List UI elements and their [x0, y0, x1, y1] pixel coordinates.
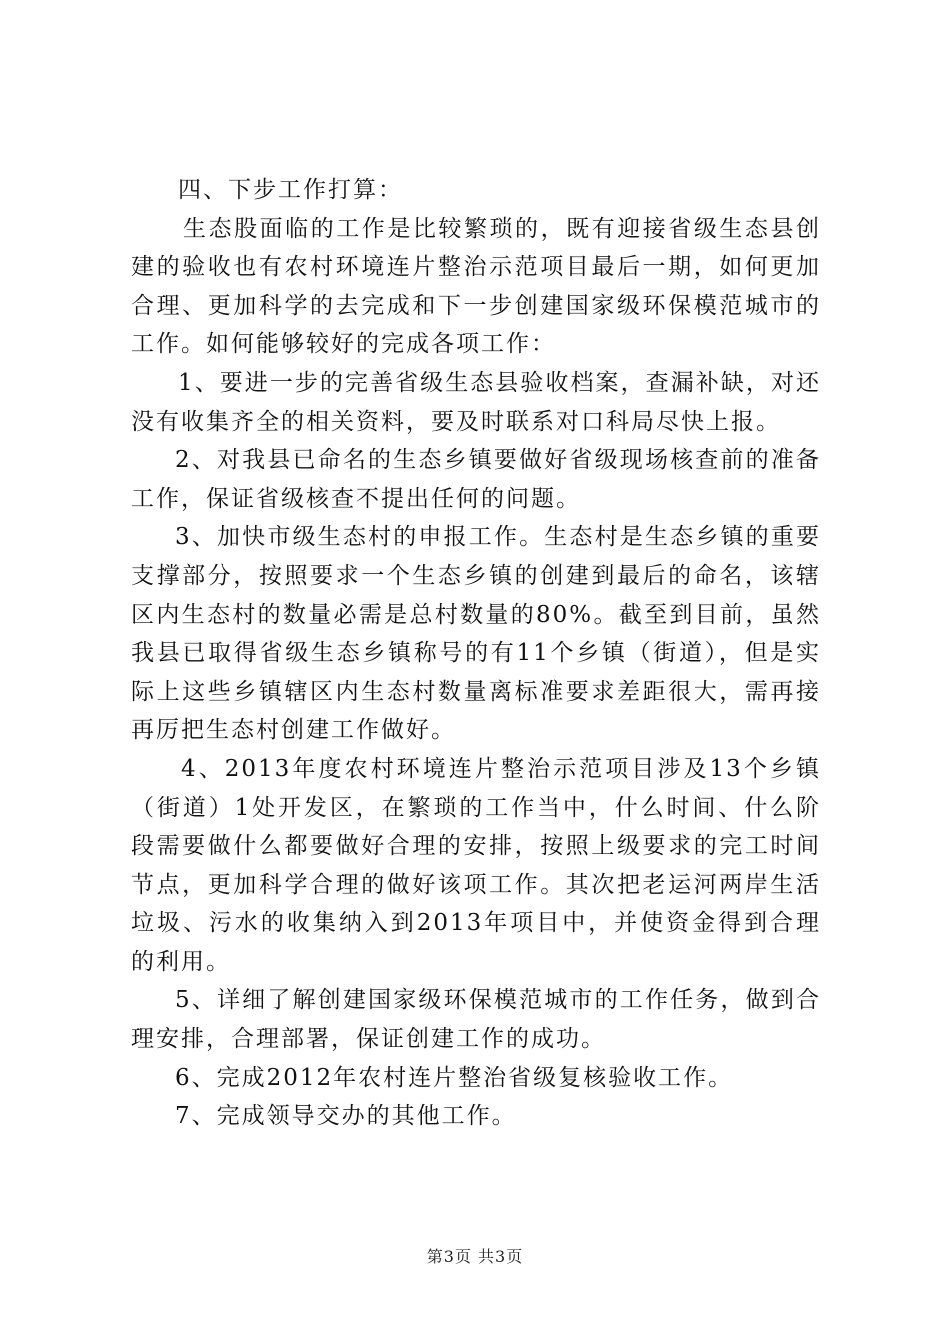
- task-item-7: 7、完成领导交办的其他工作。: [175, 1103, 517, 1130]
- page-number-footer: 第3页 共3页: [426, 1247, 524, 1266]
- intro-paragraph: 生态股面临的工作是比较繁琐的，既有迎接省级生态县创建的验收也有农村环境连片整治示范项目最后一期，如何更加合理、更加科学的去完成和下一步创建国家级环保模范城市的工作。如何能够较好的完成各项工作：: [131, 215, 821, 358]
- task-item-3: 3、加快市级生态村的申报工作。生态村是生态乡镇的重要支撑部分，按照要求一个生态乡镇的创建到最后的命名，该辖区内生态村的数量必需是总村数量的80%。截至到目前，虽然我县已取得省级生态乡镇称号的有11个乡镇（街道），但是实际上这些乡镇辖区内生态村数量离标准要求差距很大，需再接再厉把生态村创建工作做好。: [131, 524, 821, 744]
- task-item-2: 2、对我县已命名的生态乡镇要做好省级现场核查前的准备工作，保证省级核查不提出任何的问题。: [131, 447, 821, 512]
- section-heading: 四、下步工作打算：: [178, 177, 403, 203]
- task-item-5: 5、详细了解创建国家级环保模范城市的工作任务，做到合理安排，合理部署，保证创建工作的成功。: [131, 987, 821, 1053]
- task-item-1: 1、要进一步的完善省级生态县验收档案，查漏补缺，对还没有收集齐全的相关资料，要及时联系对口科局尽快上报。: [131, 369, 821, 435]
- task-item-4: 4、2013年度农村环境连片整治示范项目涉及13个乡镇（街道）1处开发区，在繁琐的工作当中，什么时间、什么阶段需要做什么都要做好合理的安排，按照上级要求的完工时间节点，更加科学合理的做好该项工作。其次把老运河两岸生活垃圾、污水的收集纳入到2013年项目中，并使资金得到合理的利用。: [131, 755, 821, 975]
- task-item-6: 6、完成2012年农村连片整治省级复核验收工作。: [175, 1064, 734, 1091]
- document-body: [131, 171, 821, 1136]
